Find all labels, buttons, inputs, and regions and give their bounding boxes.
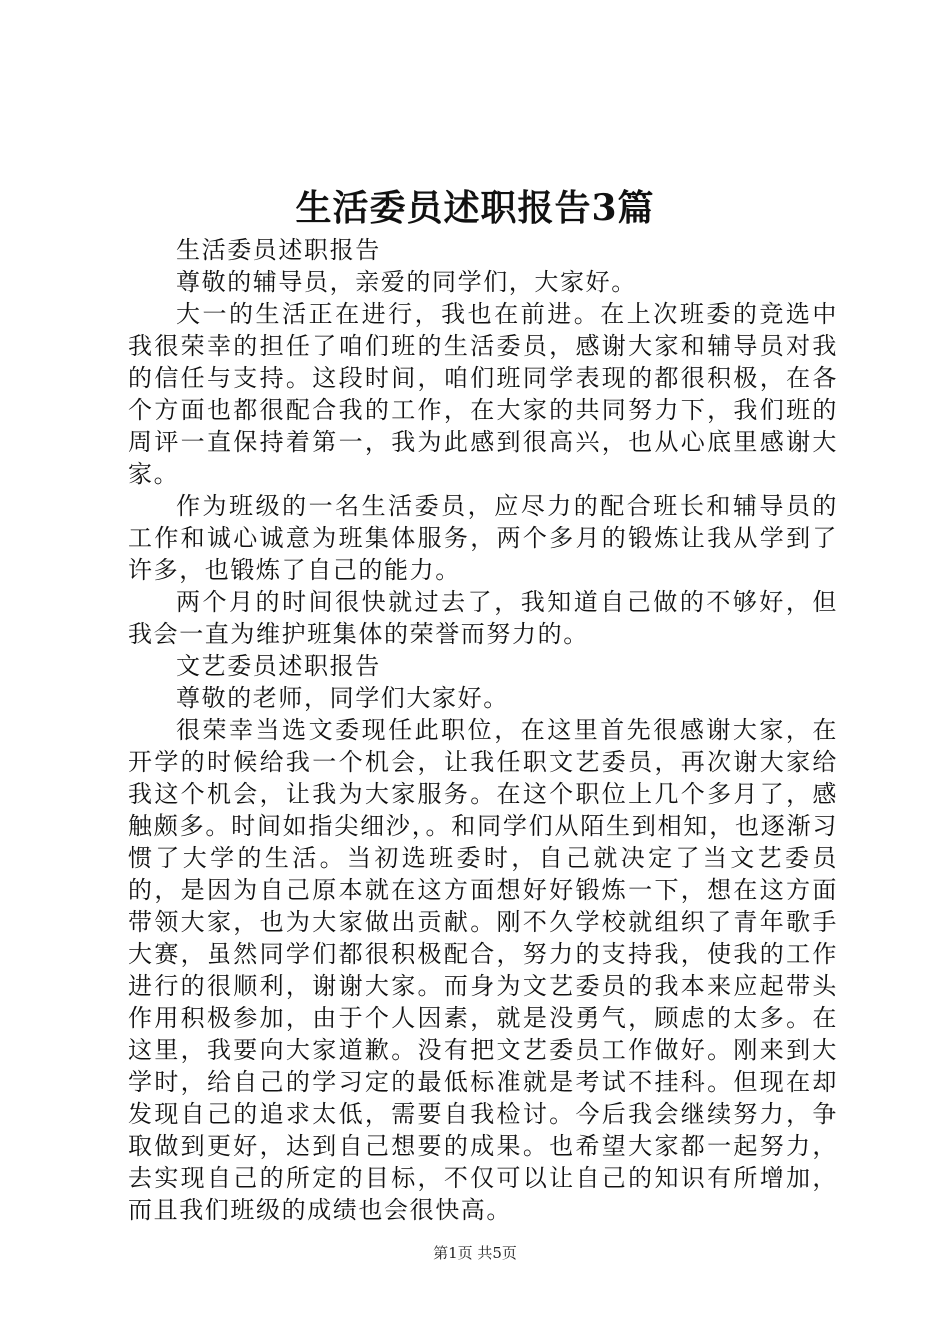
document-body [128,234,838,1226]
paragraph-heading-2: 文艺委员述职报告 [176,652,381,680]
paragraph-body-3: 两个月的时间很快就过去了，我知道自己做的不够好，但我会一直为维护班集体的荣誉而努力的。 [128,588,838,648]
paragraph-greeting-1: 尊敬的辅导员，亲爱的同学们，大家好。 [176,268,637,296]
paragraph-body-2: 作为班级的一名生活委员，应尽力的配合班长和辅导员的工作和诚心诚意为班集体服务，两个多月的锻炼让我从学到了许多，也锻炼了自己的能力。 [128,492,838,584]
paragraph-body-1: 大一的生活正在进行，我也在前进。在上次班委的竞选中我很荣幸的担任了咱们班的生活委员，感谢大家和辅导员对我的信任与支持。这段时间，咱们班同学表现的都很积极，在各个方面也都很配合我的工作，在大家的共同努力下，我们班的周评一直保持着第一，我为此感到很高兴，也从心底里感谢大家。 [128,300,838,488]
paragraph-greeting-2: 尊敬的老师，同学们大家好。 [176,684,509,712]
paragraph-heading-1: 生活委员述职报告 [176,236,381,264]
paragraph-body-4: 很荣幸当选文委现任此职位，在这里首先很感谢大家，在开学的时候给我一个机会，让我任职文艺委员，再次谢大家给我这个机会，让我为大家服务。在这个职位上几个多月了，感触颇多。时间如指尖细沙，。和同学们从陌生到相知，也逐渐习惯了大学的生活。当初选班委时，自己就决定了当文艺委员的，是因为自己原本就在这方面想好好锻炼一下，想在这方面带领大家，也为大家做出贡献。刚不久学校就组织了青年歌手大赛，虽然同学们都很积极配合，努力的支持我，使我的工作进行的很顺利，谢谢大家。而身为文艺委员的我本来应起带头作用积极参加，由于个人因素，就是没勇气，顾虑的太多。在这里，我要向大家道歉。没有把文艺委员工作做好。刚来到大学时，给自己的学习定的最低标准就是考试不挂科。但现在却发现自己的追求太低，需要自我检讨。今后我会继续努力，争取做到更好，达到自己想要的成果。也希望大家都一起努力，去实现自己的所定的目标，不仅可以让自己的知识有所增加，而且我们班级的成绩也会很快高。 [128,716,838,1224]
document-title: 生活委员述职报告3篇 [295,187,655,229]
page-number-footer: 第1页 共5页 [433,1244,517,1262]
